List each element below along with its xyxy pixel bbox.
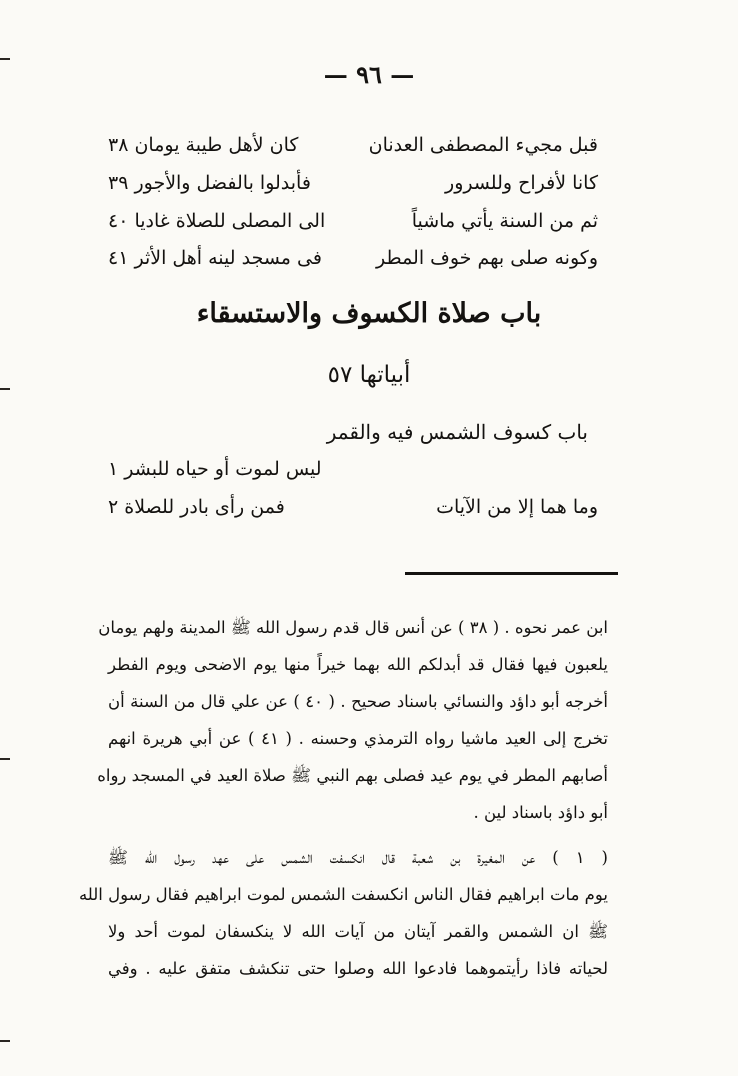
verse-second-hemistich: فمن رأى بادر للصلاة ٢	[108, 496, 285, 518]
footnote-line: أبو داؤد باسناد لين .	[473, 803, 608, 822]
verse-second-hemistich: فى مسجد لينه أهل الأثر ٤١	[108, 247, 322, 269]
verse-first-hemistich: وكونه صلى بهم خوف المطر	[376, 247, 598, 269]
footnote-line: يوم مات ابراهيم فقال الناس انكسفت الشمس لموت ابراهيم فقال رسول الله	[78, 885, 608, 904]
footnote-line: لحياته فاذا رأيتموهما فادعوا الله وصلوا حتى تنكشف متفق عليه . وفي	[108, 959, 608, 978]
footnote-line: يلعبون فيها فقال قد أبدلكم الله بهما خيراً منها يوم الاضحى ويوم الفطر	[108, 655, 608, 674]
verse-line	[108, 134, 598, 166]
verse-first-hemistich: ثم من السنة يأتي ماشياً	[411, 210, 598, 232]
verse-first-hemistich: وما هما إلا من الآيات	[436, 496, 598, 518]
section-heading-line: باب كسوف الشمس فيه والقمر	[326, 420, 588, 444]
footnote-divider	[405, 572, 618, 575]
scan-edge-mark	[0, 388, 10, 390]
verse-count: أبياتها ٥٧	[327, 362, 411, 388]
scan-edge-mark	[0, 1040, 10, 1042]
footnote-line: ﷺ ان الشمس والقمر آيتان من آيات الله لا ينكسفان لموت أحد ولا	[108, 922, 608, 941]
footnotes	[78, 618, 608, 998]
verse-second-hemistich: الى المصلى للصلاة غاديا ٤٠	[108, 210, 326, 232]
verse-second-hemistich: كان لأهل طيبة يومان ٣٨	[108, 134, 299, 156]
verse-first-hemistich: كانا لأفراح وللسرور	[445, 172, 598, 194]
footnote-line: أخرجه أبو داؤد والنسائي باسناد صحيح . ( ٤٠ ) عن علي قال من السنة أن	[108, 692, 608, 711]
verse-line	[108, 210, 598, 242]
scan-edge-mark	[0, 758, 10, 760]
chapter-title: باب صلاة الكسوف والاستسقاء	[196, 298, 542, 329]
verse-first-hemistich: قبل مجيء المصطفى العدنان	[368, 134, 598, 156]
footnote-line: أصابهم المطر في يوم عيد فصلى بهم النبي ﷺ صلاة العيد في المسجد رواه	[97, 766, 608, 785]
verse-second-hemistich: ليس لموت أو حياه للبشر ١	[108, 458, 322, 480]
footnote-line: ( ١ ) عن المغيرة بن شعبة قال انكسفت الشمس على عهد رسول الله ﷺ	[108, 848, 608, 867]
verse-line	[108, 172, 598, 204]
footnote-line: تخرج إلى العيد ماشيا رواه الترمذي وحسنه . ( ٤١ ) عن أبي هريرة انهم	[108, 729, 608, 748]
verse-line	[108, 496, 598, 528]
footnote-line: ابن عمر نحوه . ( ٣٨ ) عن أنس قال قدم رسول الله ﷺ المدينة ولهم يومان	[98, 618, 608, 637]
page-number: — ٩٦ —	[323, 60, 415, 89]
verse-second-hemistich: فأبدلوا بالفضل والأجور ٣٩	[108, 172, 311, 194]
verse-line	[108, 458, 598, 490]
verse-line	[108, 247, 598, 279]
